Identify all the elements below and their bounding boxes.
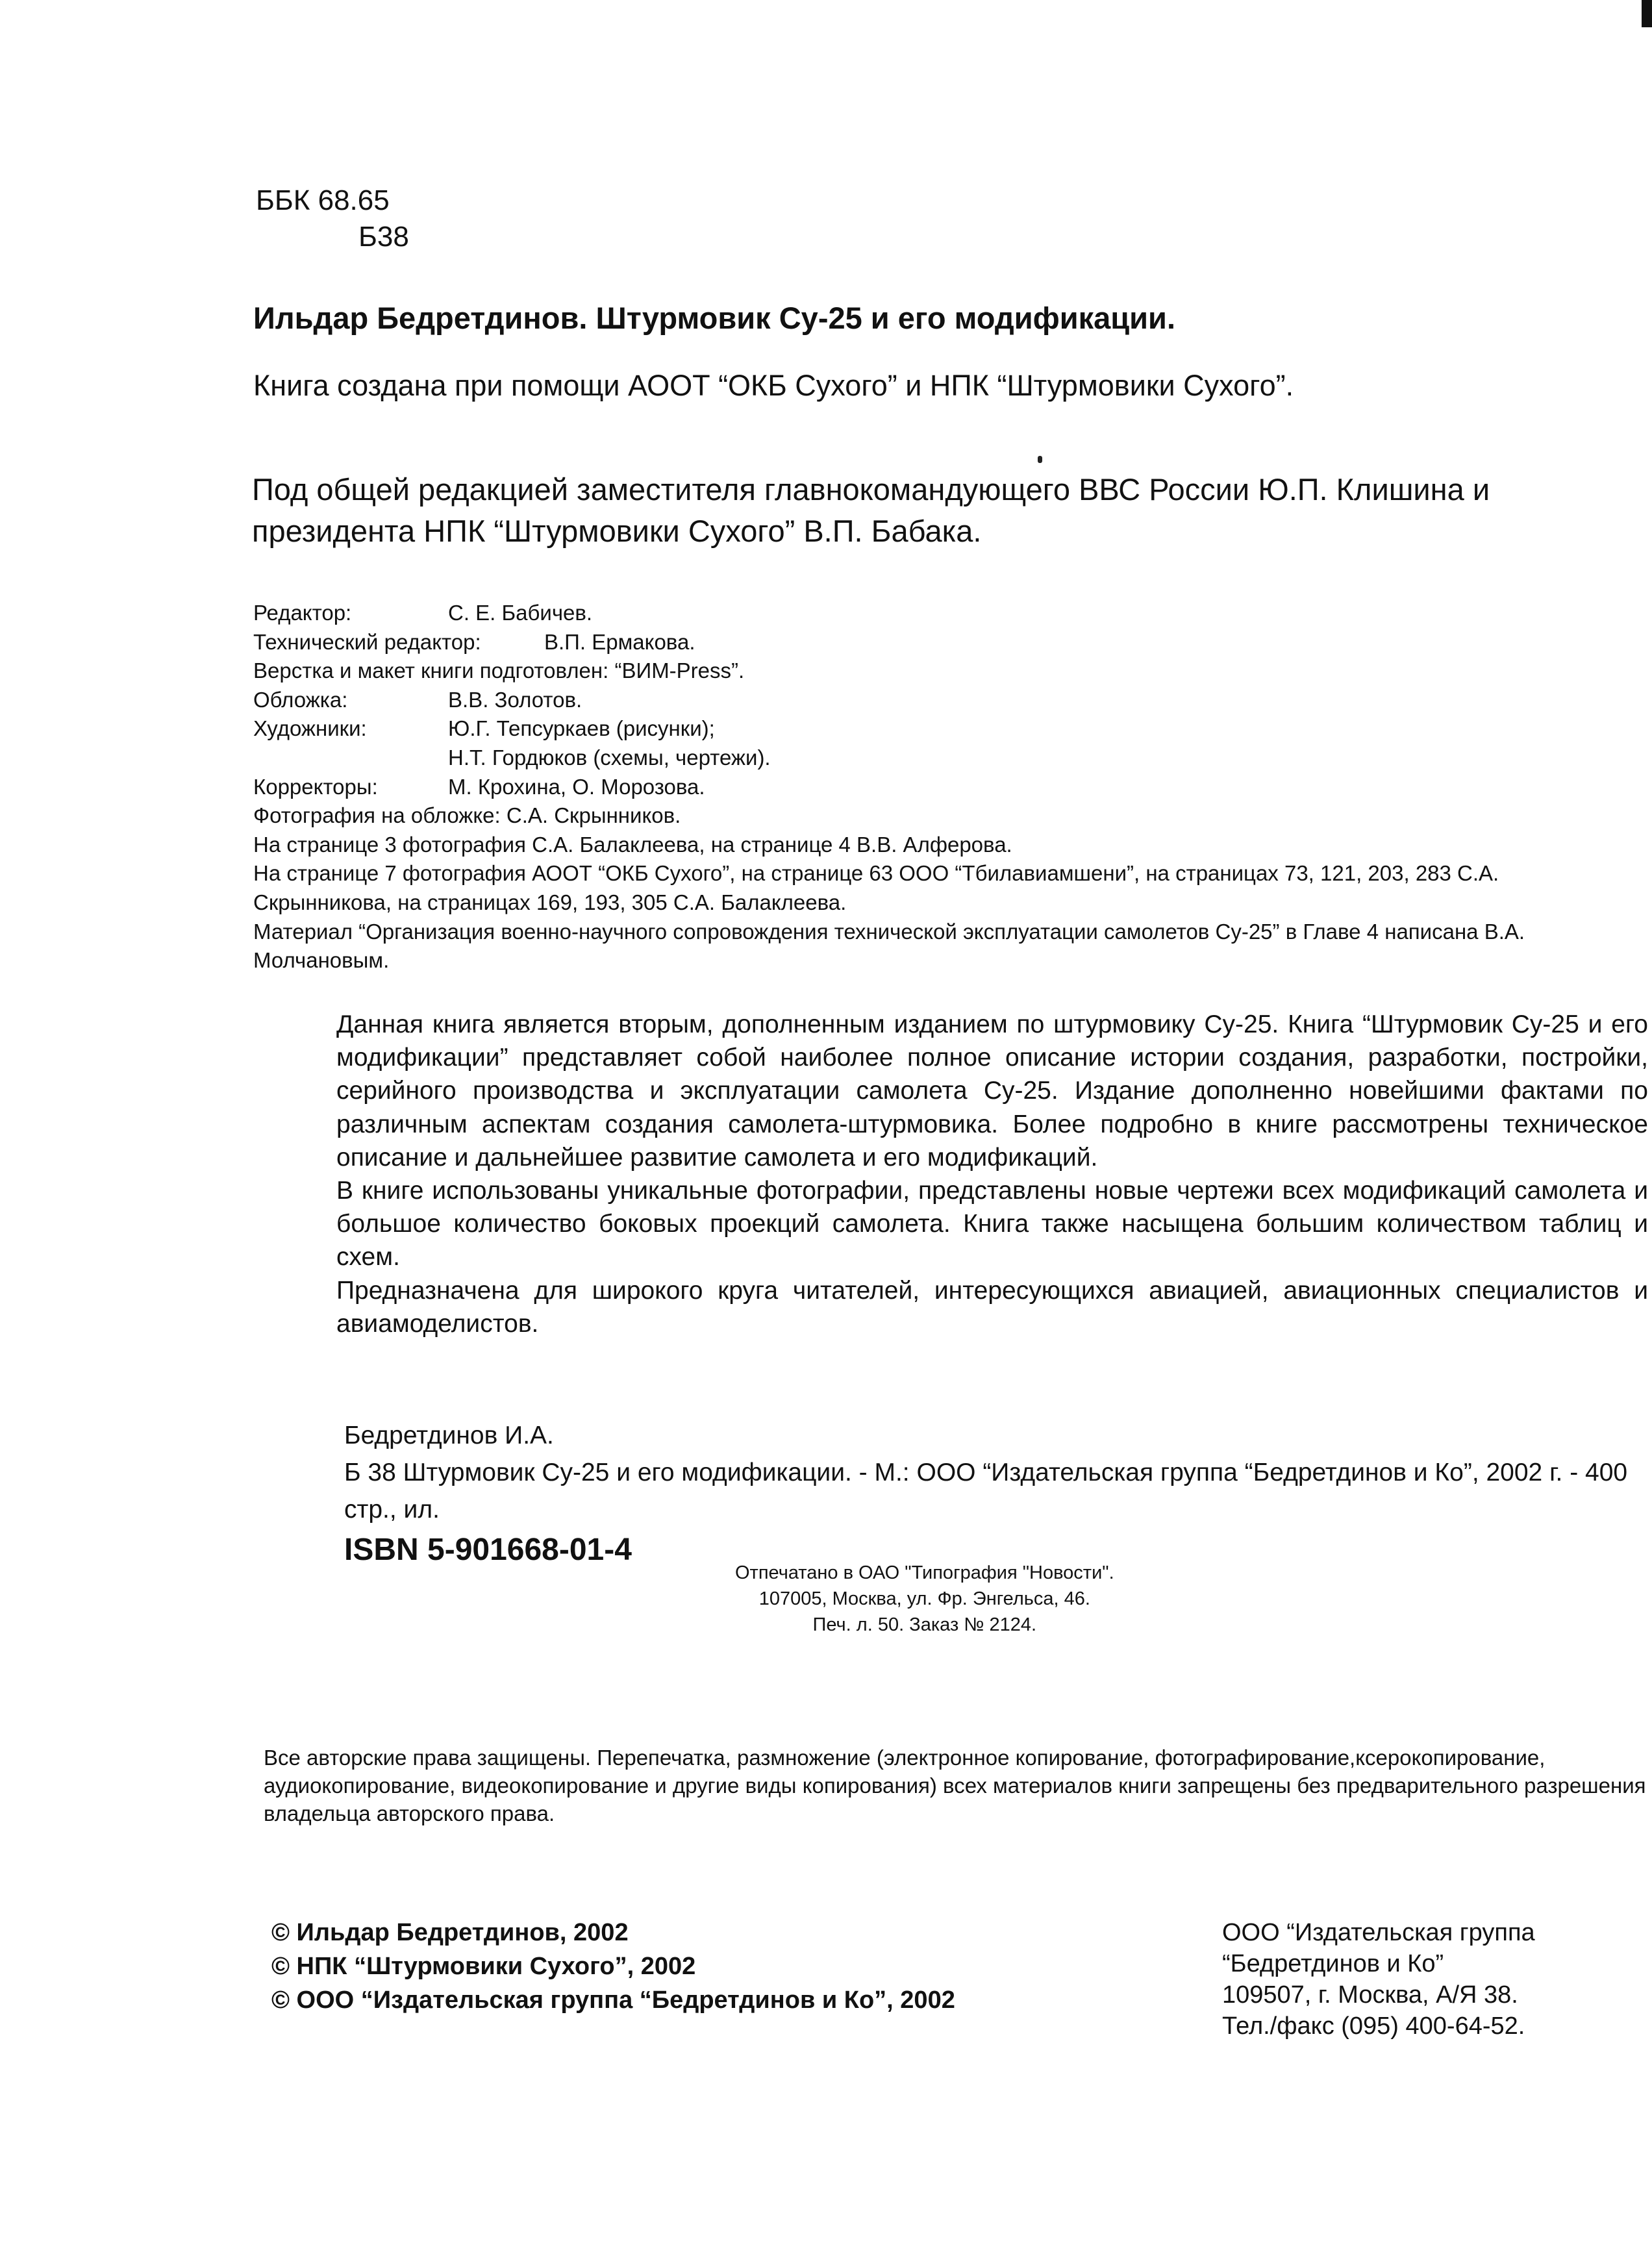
credit-photos-2: На странице 7 фотография АООТ “ОКБ Сухого”, на странице 63 ООО “Тбилавиамшени”, на страницах 73, 121, 203, 283 С.А. Скрынникова, на страницах 169, 193, 305 С.А. Балаклеева. [253, 861, 1499, 914]
credit-value: М. Крохина, О. Морозова. [448, 774, 705, 799]
bibliographic-record [344, 1417, 1643, 1572]
publisher-address [1222, 1917, 1535, 2042]
credit-label: Редактор: [253, 601, 352, 625]
credit-value: Н.Т. Гордюков (схемы, чертежи). [448, 745, 771, 770]
printing-line: Печ. л. 50. Заказ № 2124. [812, 1614, 1037, 1635]
annotation-paragraph: В книге использованы уникальные фотографии, представлены новые чертежи всех модификаций самолета и большое количество боковых проекций самолета. Книга также насыщена большим количеством таблиц и схем. [336, 1177, 1648, 1272]
biblio-author: Бедретдинов И.А. [344, 1422, 554, 1449]
annotation-paragraph: Предназначена для широкого круга читателей, интересующихся авиацией, авиационных специалистов и авиамоделистов. [336, 1276, 1648, 1338]
annotation-paragraph: Данная книга является вторым, дополненным изданием по штурмовику Су-25. Книга “Штурмовик Су-25 и его модификации” представляет собой наиболее полное описание истории создания, разработки, постройки, серийного производства и эксплуатации самолета Су-25. Издание дополненно новейшими фактами по различным аспектам создания самолета-штурмовика. Более подробно в книге рассмотрены техническое описание и дальнейшее развитие самолета и его модификаций. [336, 1010, 1648, 1172]
annotation [336, 1008, 1648, 1340]
publisher-line: “Бедретдинов и Ко” [1222, 1950, 1444, 1977]
credit-artists-cont [253, 744, 1643, 773]
printing-line: 107005, Москва, ул. Фр. Энгельса, 46. [758, 1588, 1090, 1609]
scan-speck [1038, 456, 1042, 463]
printing-info [735, 1560, 1114, 1638]
book-title: Ильдар Бедретдинов. Штурмовик Су-25 и его модификации. [253, 301, 1176, 335]
rights-notice: Все авторские права защищены. Перепечатка, размножение (электронное копирование, фотографирование,ксерокопирование, аудиокопирование, видеокопирование и другие виды копирования) всех материалов книги запрещены без предварительного разрешения владельца авторского права. [264, 1746, 1646, 1825]
credit-editor [253, 599, 1643, 628]
publisher-line: 109507, г. Москва, А/Я 38. [1222, 1981, 1518, 2009]
credit-value: Ю.Г. Тепсуркаев (рисунки); [448, 716, 715, 741]
isbn: ISBN 5-901668-01-4 [344, 1533, 632, 1567]
credit-label: Технический редактор: [253, 629, 481, 654]
copyright-block [271, 1916, 955, 2017]
credit-tech-editor [253, 628, 1643, 657]
credit-photos-1: На странице 3 фотография С.А. Балаклеева, на странице 4 В.В. Алферова. [253, 832, 1012, 857]
credit-proofreaders [253, 773, 1643, 802]
printing-line: Отпечатано в ОАО "Типография "Новости". [735, 1562, 1114, 1583]
bbk-author-mark: Б38 [358, 221, 409, 253]
publisher-line: Тел./факс (095) 400-64-52. [1222, 2012, 1525, 2040]
copyright-line: © НПК “Штурмовики Сухого”, 2002 [271, 1953, 696, 1980]
copyright-line: © ООО “Издательская группа “Бедретдинов и Ко”, 2002 [271, 1987, 955, 2014]
bbk-code: ББК 68.65 [256, 184, 390, 216]
biblio-entry: Б 38 Штурмовик Су-25 и его модификации. - М.: ООО “Издательская группа “Бедретдинов и Ко”, 2002 г. - 400 стр., ил. [344, 1459, 1628, 1523]
credit-artists [253, 714, 1643, 744]
copyright-line: © Ильдар Бедретдинов, 2002 [271, 1919, 629, 1946]
credit-material: Материал “Организация военно-научного сопровождения технической эксплуатации самолетов Су-25” в Главе 4 написана В.А. Молчановым. [253, 919, 1525, 973]
credit-value: С. Е. Бабичев. [448, 601, 593, 625]
credit-value: В.В. Золотов. [448, 687, 582, 712]
credit-layout: Верстка и макет книги подготовлен: “ВИМ-Press”. [253, 658, 745, 683]
credit-label: Обложка: [253, 687, 348, 712]
edited-by: Под общей редакцией заместителя главнокомандующего ВВС России Ю.П. Клишина и президента НПК “Штурмовики Сухого” В.П. Бабака. [252, 472, 1490, 548]
scan-corner-mark [1642, 0, 1652, 27]
credit-cover [253, 686, 1643, 715]
publisher-line: ООО “Издательская группа [1222, 1919, 1535, 1946]
credits-block [253, 599, 1643, 975]
book-subtitle: Книга создана при помощи АООТ “ОКБ Сухого” и НПК “Штурмовики Сухого”. [253, 369, 1294, 402]
credit-label: Художники: [253, 716, 367, 741]
credit-value: В.П. Ермакова. [544, 629, 695, 654]
credit-label: Корректоры: [253, 774, 378, 799]
credit-cover-photo: Фотография на обложке: С.А. Скрынников. [253, 803, 681, 828]
